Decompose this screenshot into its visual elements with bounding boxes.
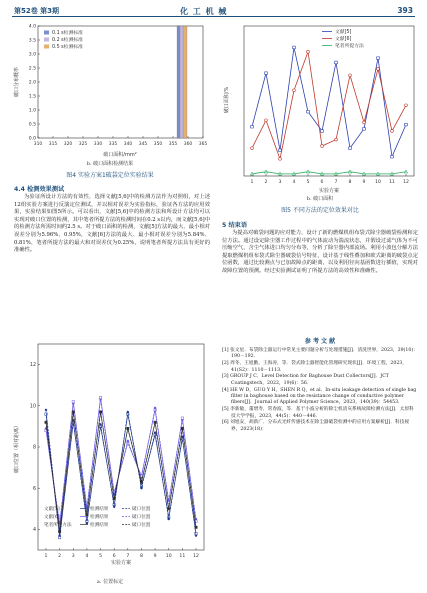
fig5-point xyxy=(265,72,268,75)
fig5-point xyxy=(279,157,282,160)
position-xlabel: 实验方案 xyxy=(110,560,132,566)
journal-title: 化 工 机 械 xyxy=(180,7,228,16)
fig5-xtick-label: 8 xyxy=(348,180,352,185)
fig5-point xyxy=(363,172,366,175)
position-ytick-label: 10 xyxy=(29,404,36,410)
fig4-xtick-label: 320 xyxy=(63,142,73,147)
position-ytick-label: 12 xyxy=(29,363,36,369)
fig5-xtick-label: 10 xyxy=(375,180,381,185)
position-point xyxy=(58,530,60,532)
fig5-point xyxy=(321,130,324,133)
position-xtick-label: 10 xyxy=(165,554,172,559)
position-point xyxy=(58,534,60,536)
fig5-point xyxy=(391,172,394,175)
fig4-ytick-label: 1.0 xyxy=(28,108,36,114)
position-xtick-label: 8 xyxy=(139,554,143,559)
fig4-chart xyxy=(10,20,210,160)
position-point xyxy=(58,536,60,538)
fig4-xtick-label: 330 xyxy=(93,142,103,147)
reference-item: [2] 周冬，王旭勤，王海涛，等．袋式除尘器智能化管理研究现状[J]．环境工程，2023，41(S2)：1110－1113． xyxy=(222,361,407,373)
position-legend-label: 检测结果 xyxy=(90,523,109,528)
fig5-point xyxy=(349,170,352,173)
fig4-xtick-label: 365 xyxy=(198,142,208,147)
fig5-xtick-label: 6 xyxy=(320,180,324,185)
position-point xyxy=(140,487,142,489)
fig5-point xyxy=(363,121,366,124)
fig4-ytick-label: 0.5 xyxy=(28,122,36,128)
fig5-point xyxy=(335,61,338,64)
fig4-ylabel: 破口分布概率 xyxy=(14,66,20,98)
fig5-point xyxy=(251,147,254,150)
position-point xyxy=(127,427,129,429)
position-point xyxy=(113,506,115,508)
position-xtick-label: 3 xyxy=(71,554,75,559)
fig4-xtick-label: 340 xyxy=(123,142,133,147)
journal-volume: 第52卷 第3期 xyxy=(14,7,60,15)
position-legend-group-label: 文献[5] xyxy=(44,507,60,512)
fig5-legend-label: 文献[5] xyxy=(335,30,352,35)
position-point xyxy=(113,497,115,499)
fig5-xtick-label: 4 xyxy=(292,180,296,185)
section-4-4-title: 4.4 检测效果测试 xyxy=(14,186,65,193)
fig5-point xyxy=(335,138,338,141)
fig4-xtick-label: 355 xyxy=(168,142,178,147)
position-ylabel: 破口位置（相对距离） xyxy=(14,422,20,474)
fig5-point xyxy=(405,170,408,173)
position-point xyxy=(45,409,47,411)
fig4-sub-b: b. 破口面积检测结果 xyxy=(86,161,134,167)
fig5-point xyxy=(335,172,338,175)
position-legend-label: 检测结果 xyxy=(90,507,109,512)
fig5-xtick-label: 12 xyxy=(403,180,409,185)
fig5-xtick-label: 1 xyxy=(250,180,254,185)
position-ytick-label: 8 xyxy=(32,445,36,451)
fig5-xtick-label: 7 xyxy=(334,180,338,185)
fig5-point xyxy=(265,170,268,173)
fig4-legend-label: 0.1 s检测标准 xyxy=(52,31,83,36)
fig5-xtick-label: 5 xyxy=(306,180,310,185)
references-list xyxy=(222,348,418,434)
position-legend-label: 检测结果 xyxy=(90,515,109,520)
fig4-legend-label: 0.5 s检测标准 xyxy=(52,45,83,50)
fig5-chart xyxy=(220,20,420,195)
position-point xyxy=(127,440,129,442)
position-point xyxy=(195,526,197,528)
position-point xyxy=(127,411,129,413)
fig5-sub-b: b. 破口面积 xyxy=(306,196,334,202)
position-xtick-label: 11 xyxy=(179,554,186,559)
position-ytick-label: 4 xyxy=(32,528,36,533)
fig4-xtick-label: 310 xyxy=(33,142,43,147)
position-ytick-label: 6 xyxy=(32,486,36,492)
fig5-legend-label: 笔者所提方法 xyxy=(335,44,364,49)
fig5-point xyxy=(321,145,324,148)
fig5-point xyxy=(307,50,310,53)
position-sub-a: a. 位置标定 xyxy=(96,579,124,585)
section-5-title: 5 结束语 xyxy=(222,222,248,229)
position-series-line xyxy=(46,414,196,538)
reference-item: [5] 李新敏，董增寿，常春波，等．基于小波分析的除尘机清灰系统故障检测方法[J]．太原科技大学学报，2023，44(5)：440－446． xyxy=(222,407,414,419)
position-legend-group-label: 文献[6] xyxy=(44,515,60,520)
position-point xyxy=(154,431,156,433)
fig5-point xyxy=(391,130,394,133)
position-legend-group-label: 笔者所提方法 xyxy=(44,523,72,528)
fig5-xtick-label: 9 xyxy=(362,180,366,185)
position-xtick-label: 7 xyxy=(126,554,130,559)
fig4-xtick-label: 325 xyxy=(78,142,88,147)
fig5-xtick-label: 11 xyxy=(389,180,395,185)
fig5-point xyxy=(293,89,296,92)
fig5-caption: 图5 不同方法的定位效果对比 xyxy=(281,207,359,214)
fig4-xtick-label: 350 xyxy=(153,142,163,147)
position-xtick-label: 1 xyxy=(44,554,48,559)
fig5-axes-frame xyxy=(244,26,414,176)
fig4-xtick-label: 335 xyxy=(108,142,118,147)
position-point xyxy=(72,411,74,413)
fig4-ytick-label: 2.0 xyxy=(28,80,36,86)
fig5-point xyxy=(405,104,408,107)
reference-item: [4] HE W D，GUO Y H，SHEN R Q，et al．In-situ leakage detection of single bag filter in baghouse based on the resistance change of conductive polymer fibers[J]．Journal of Applied Polymer Science，2023，140(39)：54453． xyxy=(222,387,417,406)
fig4-xtick-label: 360 xyxy=(183,142,193,147)
fig5-point xyxy=(377,67,380,70)
position-xtick-label: 6 xyxy=(112,554,116,559)
position-point xyxy=(86,520,88,522)
fig4-caption: 图4 实验方案1破袋定位实验结果 xyxy=(66,172,154,179)
position-xtick-label: 2 xyxy=(58,554,62,559)
fig5-point xyxy=(391,155,394,158)
position-point xyxy=(99,411,101,413)
position-chart xyxy=(10,338,210,576)
position-point xyxy=(181,427,183,429)
reference-item: [1] 张文星．布袋除尘器运行中常见主要问题分析与处理措施[J]．清洗世界，2023，39(10)：190－192． xyxy=(222,348,418,360)
fig5-ylabel: 破口面积/% xyxy=(224,86,230,114)
position-point xyxy=(72,400,74,402)
position-point xyxy=(168,508,170,510)
fig4-ytick-label: 4.0 xyxy=(28,24,36,30)
header-rule xyxy=(12,16,415,17)
position-point xyxy=(181,417,183,419)
position-point xyxy=(168,518,170,520)
fig5-xlabel: 实验方案 xyxy=(318,188,340,194)
fig5-point xyxy=(251,172,254,175)
position-point xyxy=(72,403,74,405)
fig4-ytick-label: 3.0 xyxy=(28,52,36,58)
fig4-xtick-label: 345 xyxy=(138,142,148,147)
fig5-point xyxy=(279,172,282,175)
fig4-bar xyxy=(183,26,187,138)
fig5-legend-label: 文献[6] xyxy=(335,37,352,42)
position-point xyxy=(154,407,156,409)
fig5-point xyxy=(349,147,352,150)
fig5-point xyxy=(405,123,408,126)
position-point xyxy=(99,423,101,425)
fig5-point xyxy=(349,74,352,77)
position-point xyxy=(99,396,101,398)
position-xtick-label: 12 xyxy=(193,554,199,559)
fig4-legend-label: 0.2 s检测标准 xyxy=(52,38,83,43)
position-xtick-label: 9 xyxy=(153,554,157,559)
fig5-point xyxy=(363,128,366,131)
fig5-point xyxy=(293,172,296,175)
section-5-paragraph: 为提高对破袋问题的应对能力，设计了新的燃煤机组布袋式除尘器破袋检测和定位方法。通过设定除尘器工作过程中的气体流动为湍流状态，并假设过滤气体为不可压缩空气，含尘气体进口均匀分布等，分析了除尘器内部流场。利用小波包分解方法提取燃煤机组布袋式除尘器破袋信号特征，设计基于线性叠加和欧式距离的破袋点定位函数，通过比较测点与已加故障点的距离，以及利用径向基函数进行插值，实现对故障位置的预测。经过实验测试证明了所提方法的高效性和准确性。 xyxy=(222,230,418,274)
fig5-point xyxy=(251,125,254,128)
position-point xyxy=(140,481,142,483)
references-title: 参 考 文 献 xyxy=(304,338,336,345)
position-xtick-label: 4 xyxy=(85,554,89,559)
fig5-xtick-label: 3 xyxy=(278,180,282,185)
fig5-point xyxy=(293,46,296,49)
reference-item: [6] 刘旭安，胡新广．分布式光纤传感技术在除尘器破袋检测中的应用方案解析[J]．科技视界，2023(18)： xyxy=(222,420,410,432)
position-xtick-label: 5 xyxy=(99,554,103,559)
position-legend-label: 破口位置 xyxy=(132,523,151,528)
fig4-legend-swatch xyxy=(44,38,49,42)
fig4-xlabel: 破口面积/mm² xyxy=(103,152,137,158)
fig5-series-line xyxy=(252,52,406,159)
fig4-ytick-label: 0.0 xyxy=(28,136,36,142)
position-point xyxy=(99,398,101,400)
fig5-point xyxy=(307,110,310,113)
fig5-xtick-label: 2 xyxy=(264,180,268,185)
position-point xyxy=(154,421,156,423)
fig5-point xyxy=(377,57,380,60)
position-point xyxy=(45,421,47,423)
fig5-point xyxy=(321,172,324,175)
fig4-ytick-label: 2.5 xyxy=(28,66,36,72)
fig5-point xyxy=(307,170,310,173)
fig5-point xyxy=(265,119,268,122)
page-number: 393 xyxy=(397,6,413,15)
fig4-legend-swatch xyxy=(44,45,49,49)
section-4-4-paragraph: 为验证所设计方法的有效性，选择文献[5,6]中的检测方法作为对照组，对上述12组实验方案进行反演定位测试，并以相对误差为实验指标，验证各方法的应用效果，实验结果如图5所示。可以看出，文献[5,6]中的检测方法和所设计方法均可以实现对破口位置的检测，其中笔者所提方法的检测时间在0.2 s以内，而文献[5,6]中的检测方法所需时间约2.5 s。对于破口面积的检测，文献[5]方法的最大、最小相对误差分别为5.96%、0.95%，文献[6]方法的最大、最小相对误差分别为5.84%、0.81%，笔者所提方法的最大和对误差仅为0.25%，说明笔者所提方法具有更好的准确性。 xyxy=(14,194,210,254)
fig5-point xyxy=(279,149,282,152)
position-legend-label: 破口位置 xyxy=(132,515,151,520)
position-point xyxy=(181,419,183,421)
position-point xyxy=(86,514,88,516)
reference-item: [3] GROUP J C．Level Detection for Baghouse Dust Collectors[J]．JCT Coatingstech，2022，19(6)：56． xyxy=(222,374,389,386)
fig5-series-line xyxy=(252,47,406,156)
fig4-xtick-label: 315 xyxy=(48,142,58,147)
fig5-point xyxy=(377,172,380,175)
fig4-legend-swatch xyxy=(44,31,49,35)
position-legend-label: 破口位置 xyxy=(132,507,151,512)
fig5-series-line xyxy=(252,172,406,174)
position-point xyxy=(86,522,88,524)
position-point xyxy=(195,534,197,536)
fig4-ytick-label: 3.5 xyxy=(28,38,36,44)
fig4-ytick-label: 1.5 xyxy=(28,94,36,100)
